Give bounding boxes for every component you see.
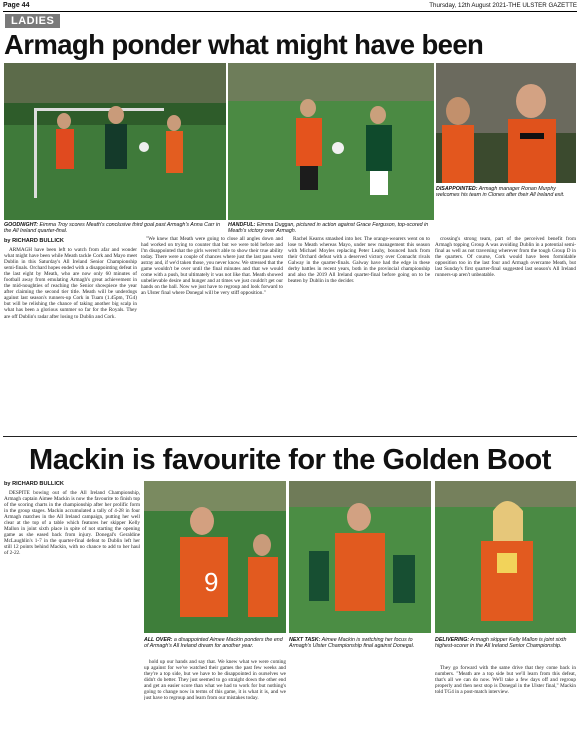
caption-mackin-text: a disappointed Aimee Mackin ponders the end of Armagh's All Ireland dream for another year. <box>144 637 283 650</box>
caption-mallon <box>435 637 576 650</box>
byline-1: by RICHARD BULLICK <box>4 238 64 244</box>
caption-next-task-lead: NEXT TASK: <box>289 637 321 643</box>
story1-col2-text: "We knew that Meath were going to close all angles down and had worked on trying to counter that but we were told before and I'm disappointed that the girls weren't able to show their true ability today. There were a couple of chances where just the last pass went astray and, if we'd taken those, you never know. We stressed that the game wouldn't be over until the final minutes and that we would come with a push, but ultimately it was not like that. Meath showed unbelievable desire and hunger and at times we just couldn't get our hands on the ball. Now we just have to regroup and look forward to an Ulster final where Donegal will be very stiff opposition." <box>141 236 283 297</box>
caption-goal-lead: GOODNIGHT: <box>4 222 39 228</box>
story2-column-1 <box>4 490 140 735</box>
section-label: LADIES <box>5 14 60 28</box>
story1-column-2 <box>141 236 283 430</box>
story1-col4-text: crossing's strong team, part of the perceived benefit from Armagh topping Group A was avoiding Dublin in a potential semi-final as well as not traversing wherever from the tough Group D in the quarters. Of course, Cork would have been formidable opposition too in the last four and Armagh overcame Meath, but last Sunday's first quarter-final suggested last season's All Ireland runners-up aren't unbeatable. <box>435 236 576 279</box>
story2-col1-text: DESPITE bowing out of the All Ireland Championship, Armagh captain Aimee Mackin is now the favourite to finish top of the scoring charts in the championship after her prolific form in the group stages. Mackin accumulated a tally of 4-28 in four Armagh matches in the All Ireland campaign, putting her well clear at the top of a table which features her skipper Kelly Mallon in joint sixth place in spite of not starting the opening game as she eased back from injury. Donegal's Geraldine McLaughlin's 1-7 in the quarter-final defeat to Dublin left her still 12 points behind Mackin, with no chance to add to her haul of 2-22. <box>4 490 140 557</box>
page-date: Thursday, 12th August 2021-THE ULSTER GAZETTE <box>429 2 577 9</box>
story1-column-4 <box>435 236 576 430</box>
page-number: Page 44 <box>3 2 30 9</box>
caption-mallon-lead: DELIVERING: <box>435 637 470 643</box>
story-divider <box>3 436 577 437</box>
caption-mallon-text: Armagh skipper Kelly Mallon is joint sixth highest-scorer in the All Ireland Senior Championship. <box>435 637 567 650</box>
story2-col3-text: They go forward with the same drive that they come back in numbers. "Meath are a top side but we'll learn from this defeat, that's all we can do now. We'll take a few days off and regroup properly and then next stop is Donegal in the Ulster final," Mackin told TG4 in a post-match interview. <box>435 665 576 696</box>
caption-next-task <box>289 637 431 650</box>
page-header <box>3 0 577 12</box>
caption-mackin-lead: ALL OVER: <box>144 637 173 643</box>
caption-next-task-text: Aimee Mackin is switching her focus to Armagh's Ulster Championship final against Donegal. <box>289 637 415 650</box>
svg-text:9: 9 <box>204 567 219 597</box>
caption-manager <box>436 186 576 199</box>
story2-col2-text: hold up our hands and say that. We knew what we were coming up against for we've watched their games the past few weeks and they're a top side, but we have to be disappointed in ourselves we didn't do better. They just seemed to go straight down the other end and get an easier score than what we had to work for but nothing's going to change now in terms of this game, it is what it is, and we just have to regroup and learn from our mistakes today. <box>144 659 286 702</box>
caption-action-lead: HANDFUL: <box>228 222 256 228</box>
photo-goal <box>4 63 226 220</box>
caption-manager-text: Armagh manager Ronan Murphy welcomes his team in Clones after their All Ireland exit. <box>436 186 565 199</box>
caption-goal <box>4 222 226 235</box>
headline-1: Armagh ponder what might have been <box>4 29 484 60</box>
photo-next-task <box>289 481 431 633</box>
story1-col1-text: ARMAGH have been left to watch from afar and wonder what might have been while Meath tackle Cork and Mayo meet Dublin in this Saturday's All Ireland Senior Championship semi-finals. Orchard hopes ended with a disappointing defeat in the last eight by Meath, who are now only 60 minutes of football away from emulating Armagh's great achievement in the mid-noughties of reaching the Senior showpiece the year after claiming the second tier title. Meath will be underdogs against last season's runners-up Cork in Tuam (1.45pm, TG4) but will be relishing the chance of taking another big scalp in what has been a glorious summer so far for the Royals. They are off Dublin's radar after losing to Dublin and Cork. <box>4 247 137 320</box>
story2-column-3 <box>435 665 576 735</box>
photo-mallon <box>435 481 576 633</box>
photo-action <box>228 63 434 220</box>
caption-manager-lead: DISAPPOINTED: <box>436 186 478 192</box>
byline-2: by RICHARD BULLICK <box>4 481 64 487</box>
caption-mackin <box>144 637 286 650</box>
story1-column-3 <box>288 236 430 430</box>
story1-col3-text: Rachel Kearns smashed into her. The orange-wearers went on to lose to Meath whereas Mayo, under new management this season with Michael Moyles replacing Peter Leahy, bounced back from their Orchard defeat with a deserved victory over Connacht rivals Galway in the quarter-finals. Galway have had the edge in these derby battles in recent years, both in the provincial championship and also the 2019 All Ireland quarter-final before going on to be beaten by Dublin in the decider. <box>288 236 430 285</box>
story2-column-2 <box>144 659 286 735</box>
story1-column-1 <box>4 247 137 430</box>
photo-manager <box>436 63 576 183</box>
caption-action <box>228 222 434 235</box>
photo-mackin <box>144 481 286 633</box>
headline-2: Mackin is favourite for the Golden Boot <box>29 444 551 476</box>
caption-goal-text: Eimma Troy scores Meath's conclusive third goal past Armagh's Anna Carr in the All Ireland quarter-final. <box>4 222 221 235</box>
caption-action-text: Eimma Duggan, pictured in action against Grace Ferguson, top-scored in Meath's victory over Armagh. <box>228 222 429 235</box>
